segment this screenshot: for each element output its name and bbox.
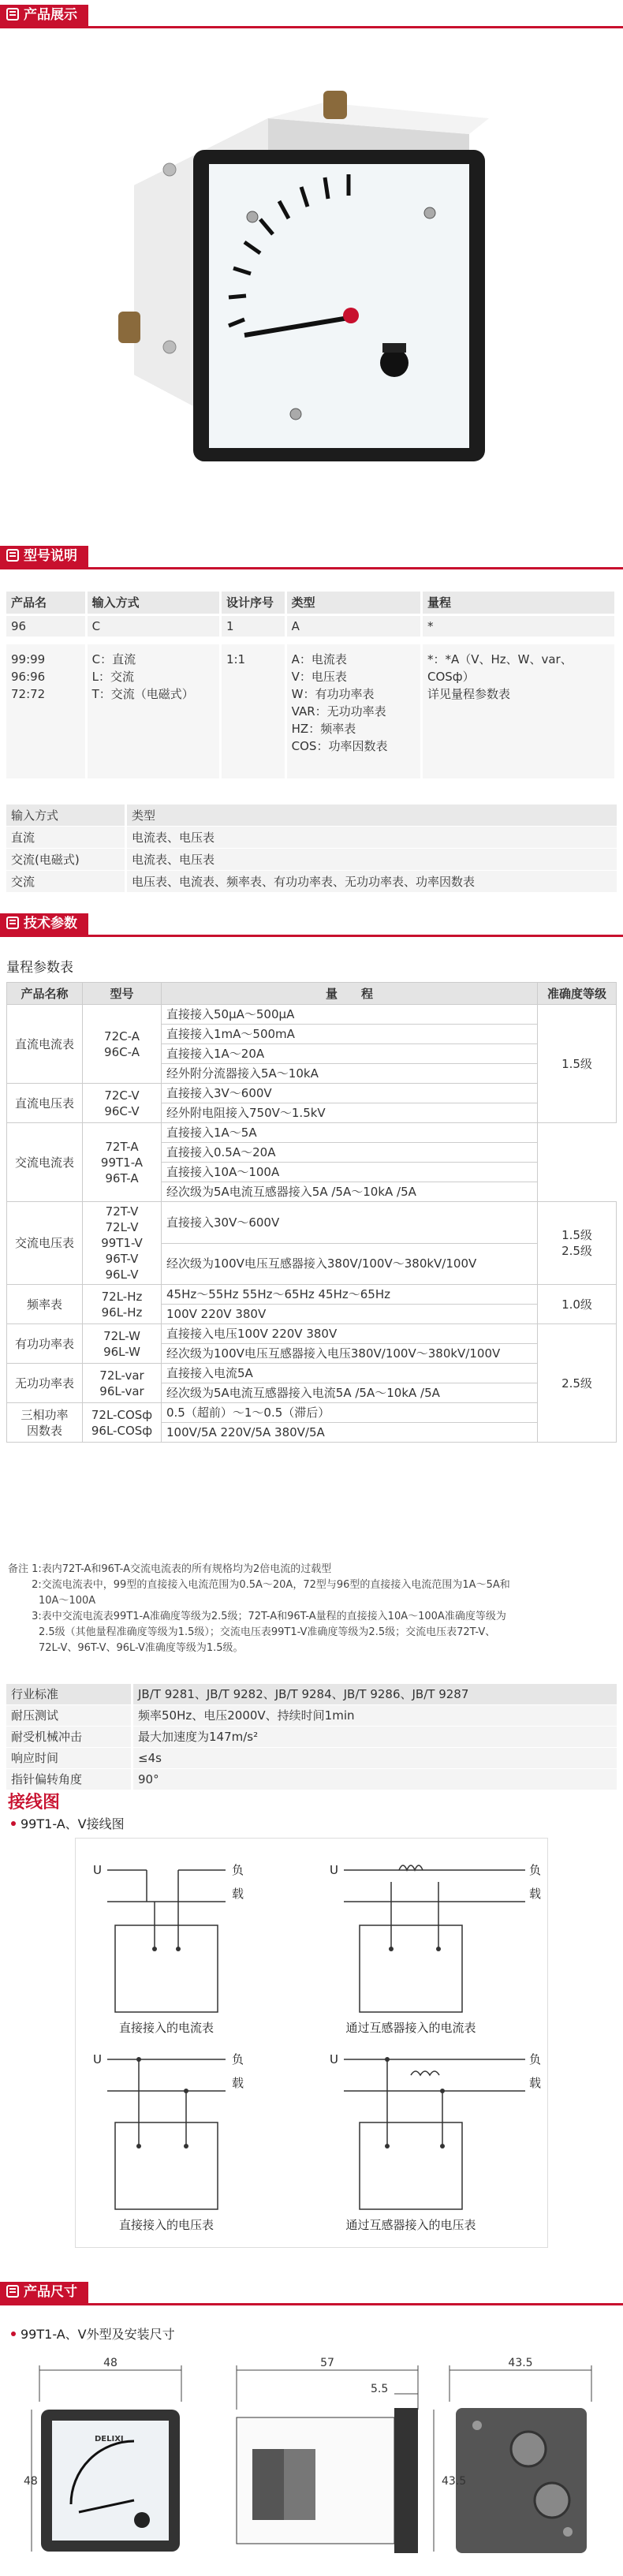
spec-range: 经外附分流器接入5A～10kA — [162, 1064, 538, 1084]
spec-subtitle: 量程参数表 — [6, 960, 73, 976]
value-type: A — [287, 616, 420, 637]
label-u: U — [93, 1863, 102, 1877]
header-type: 类型 — [287, 592, 420, 614]
label-load: 负 — [232, 1863, 244, 1877]
table-header: 量 程 — [162, 983, 538, 1005]
detail-type: A：电流表 V：电压表 W：有功功率表 VAR：无功功率表 HZ：频率表 COS：功率因数表 — [287, 644, 420, 778]
spec-model: 72L-var 96L-var — [83, 1364, 162, 1403]
spec-accuracy: 2.5级 — [538, 1324, 617, 1443]
spec-range: 经次级为100V电压互感器接入电压380V/100V～380kV/100V — [162, 1344, 538, 1364]
header-input: 输入方式 — [88, 592, 219, 614]
spec-category: 直流电压表 — [7, 1084, 83, 1123]
spec-range: 0.5（超前）～1～0.5（滞后） — [162, 1403, 538, 1423]
spec-range: 100V/5A 220V/5A 380V/5A — [162, 1423, 538, 1443]
spec-range: 直接接入电流5A — [162, 1364, 538, 1383]
detail-product: 99:99 96:96 72:72 — [6, 644, 85, 778]
table-row — [7, 1084, 617, 1103]
dim-side-depth: 57 — [320, 2357, 334, 2369]
table-row — [7, 1364, 617, 1383]
note: 3:表中交流电流表99T1-A准确度等级为2.5级；72T-A和96T-A量程的直接接入10A～100A准确度等级为 2.5级（其他量程准确度等级为1.5级）；交流电压表99T1-V准确度等级为2.5级；交流电压表72T-V、 72L-V、96T-V、96L-V准确度等级为1.5级。 — [32, 1611, 506, 1654]
dim-side-flange: 5.5 — [371, 2383, 389, 2395]
dimension-drawings — [24, 2354, 607, 2567]
spec-category: 交流电流表 — [7, 1123, 83, 1202]
spec-model: 72L-Hz 96L-Hz — [83, 1285, 162, 1324]
value-design: 1 — [222, 616, 285, 637]
table-row — [7, 1403, 617, 1423]
wiring-diagram — [75, 1838, 548, 2248]
spec-range: 45Hz～55Hz 55Hz～65Hz 45Hz～65Hz — [162, 1285, 538, 1305]
table-row — [7, 1123, 617, 1143]
wiring-caption: 直接接入的电压表 — [118, 2218, 215, 2232]
label-load: 负 — [232, 2052, 244, 2066]
table-row: 交流 电压表、电流表、频率表、有功功率表、无功功率表、功率因数表 — [6, 871, 617, 893]
wiring-caption: 直接接入的电流表 — [118, 2021, 215, 2035]
spec-model: 72T-V 72L-V 99T1-V 96T-V 96L-V — [83, 1202, 162, 1285]
spec-accuracy: 1.5级 2.5级 — [538, 1202, 617, 1285]
dim-front-height: 48 — [24, 2475, 38, 2488]
table-row: 交流(电磁式) 电流表、电压表 — [6, 849, 617, 871]
header-product: 产品名 — [6, 592, 85, 614]
spec-model: 72C-A 96C-A — [83, 1005, 162, 1084]
notes — [8, 1562, 615, 1656]
table-row: 耐压测试 频率50Hz、电压2000V、持续时间1min — [6, 1705, 617, 1727]
product-photo — [118, 75, 505, 485]
table-row: 行业标准 JB/T 9281、JB/T 9282、JB/T 9284、JB/T 9286、JB/T 9287 — [6, 1684, 617, 1705]
header-design: 设计序号 — [222, 592, 285, 614]
model-code-table — [6, 592, 617, 778]
spec-range: 直接接入3V～600V — [162, 1084, 538, 1103]
table-row: 直流 电流表、电压表 — [6, 827, 617, 849]
table-row: 响应时间 ≤4s — [6, 1748, 617, 1769]
section-header-tech — [0, 913, 623, 937]
label-u: U — [93, 2052, 102, 2066]
spec-range: 经次级为100V电压互感器接入380V/100V～380kV/100V — [162, 1243, 538, 1285]
spec-category: 直流电流表 — [7, 1005, 83, 1084]
note: 2:交流电流表中，99型的直接接入电流范围为0.5A～20A，72型与96型的直接接入电流范围为1A～5A和 10A～100A — [32, 1579, 510, 1607]
wiring-caption: 通过互感器接入的电流表 — [345, 2021, 476, 2035]
section-title: 产品尺寸 — [24, 2284, 77, 2300]
label-load: 负 — [529, 1863, 542, 1877]
section-title: 技术参数 — [24, 916, 77, 931]
spec-range: 经次级为5A电流互感器接入电流5A /5A～10kA /5A — [162, 1383, 538, 1403]
section-title: 型号说明 — [24, 548, 77, 564]
detail-input: C：直流 L：交流 T：交流（电磁式） — [88, 644, 219, 778]
label-load: 载 — [529, 1887, 542, 1901]
dimensions-subtitle: 99T1-A、V外型及安装尺寸 — [11, 2324, 175, 2343]
section-header-display — [0, 5, 623, 28]
document-icon — [6, 549, 19, 562]
brand-logo: DELIXI — [95, 2435, 124, 2443]
label-load: 载 — [232, 1887, 244, 1901]
document-icon — [6, 917, 19, 929]
spec-range: 直接接入1A～20A — [162, 1044, 538, 1064]
header-range: 量程 — [423, 592, 614, 614]
spec-category: 三相功率 因数表 — [7, 1403, 83, 1443]
spec-range: 经外附电阻接入750V～1.5kV — [162, 1103, 538, 1123]
spec-accuracy: 1.5级 — [538, 1005, 617, 1123]
value-input: C — [88, 616, 219, 637]
spec-model: 72L-COSф 96L-COSф — [83, 1403, 162, 1443]
detail-design: 1:1 — [222, 644, 285, 778]
section-header-size — [0, 2282, 623, 2305]
spec-range: 直接接入电压100V 220V 380V — [162, 1324, 538, 1344]
label-load: 载 — [232, 2076, 244, 2090]
table-row — [7, 1005, 617, 1025]
table-header: 准确度等级 — [538, 983, 617, 1005]
spec-category: 无功功率表 — [7, 1364, 83, 1403]
table-row — [7, 1324, 617, 1344]
table-header: 型号 — [83, 983, 162, 1005]
table-row: 指针偏转角度 90° — [6, 1769, 617, 1790]
label-load: 载 — [529, 2076, 542, 2090]
spec-range: 直接接入30V～600V — [162, 1202, 538, 1244]
section-header-model — [0, 546, 623, 569]
standards-table — [6, 1684, 617, 1790]
spec-category: 交流电压表 — [7, 1202, 83, 1285]
label-u: U — [330, 1863, 338, 1877]
label-load: 负 — [529, 2052, 542, 2066]
dim-front-width: 48 — [103, 2357, 118, 2369]
spec-model: 72C-V 96C-V — [83, 1084, 162, 1123]
document-icon — [6, 2285, 19, 2298]
table-row: 耐受机械冲击 最大加速度为147m/s² — [6, 1727, 617, 1748]
table-row — [7, 1285, 617, 1305]
value-range: * — [423, 616, 614, 637]
wiring-caption: 通过互感器接入的电压表 — [345, 2218, 476, 2232]
spec-range: 直接接入1A～5A — [162, 1123, 538, 1143]
spec-range: 直接接入0.5A～20A — [162, 1143, 538, 1163]
spec-category: 频率表 — [7, 1285, 83, 1324]
note: 备注 1:表内72T-A和96T-A交流电流表的所有规格均为2倍电流的过载型 — [8, 1563, 332, 1575]
wiring-title: 接线图 — [8, 1793, 61, 1813]
spec-model: 72L-W 96L-W — [83, 1324, 162, 1364]
table-header: 输入方式 — [6, 805, 125, 826]
spec-accuracy: 1.0级 — [538, 1285, 617, 1324]
dim-back-width: 43.5 — [508, 2357, 533, 2369]
input-type-table — [6, 805, 617, 893]
spec-category: 有功功率表 — [7, 1324, 83, 1364]
spec-model: 72T-A 99T1-A 96T-A — [83, 1123, 162, 1202]
spec-range: 直接接入10A～100A — [162, 1163, 538, 1182]
spec-range: 经次级为5A电流互感器接入5A /5A～10kA /5A — [162, 1182, 538, 1202]
spec-table — [6, 982, 617, 1443]
section-title: 产品展示 — [24, 7, 77, 23]
value-product: 96 — [6, 616, 85, 637]
table-header: 产品名称 — [7, 983, 83, 1005]
spec-range: 直接接入1mA～500mA — [162, 1025, 538, 1044]
wiring-subtitle: 99T1-A、V接线图 — [11, 1814, 125, 1832]
label-u: U — [330, 2052, 338, 2066]
spec-range: 100V 220V 380V — [162, 1305, 538, 1324]
detail-range: *：*A（V、Hz、W、var、COSф） 详见量程参数表 — [423, 644, 614, 778]
table-row — [7, 1202, 617, 1244]
dim-back-height: 43.5 — [442, 2475, 467, 2488]
spec-range: 直接接入50μA～500μA — [162, 1005, 538, 1025]
document-icon — [6, 8, 19, 21]
table-header: 类型 — [127, 805, 617, 826]
